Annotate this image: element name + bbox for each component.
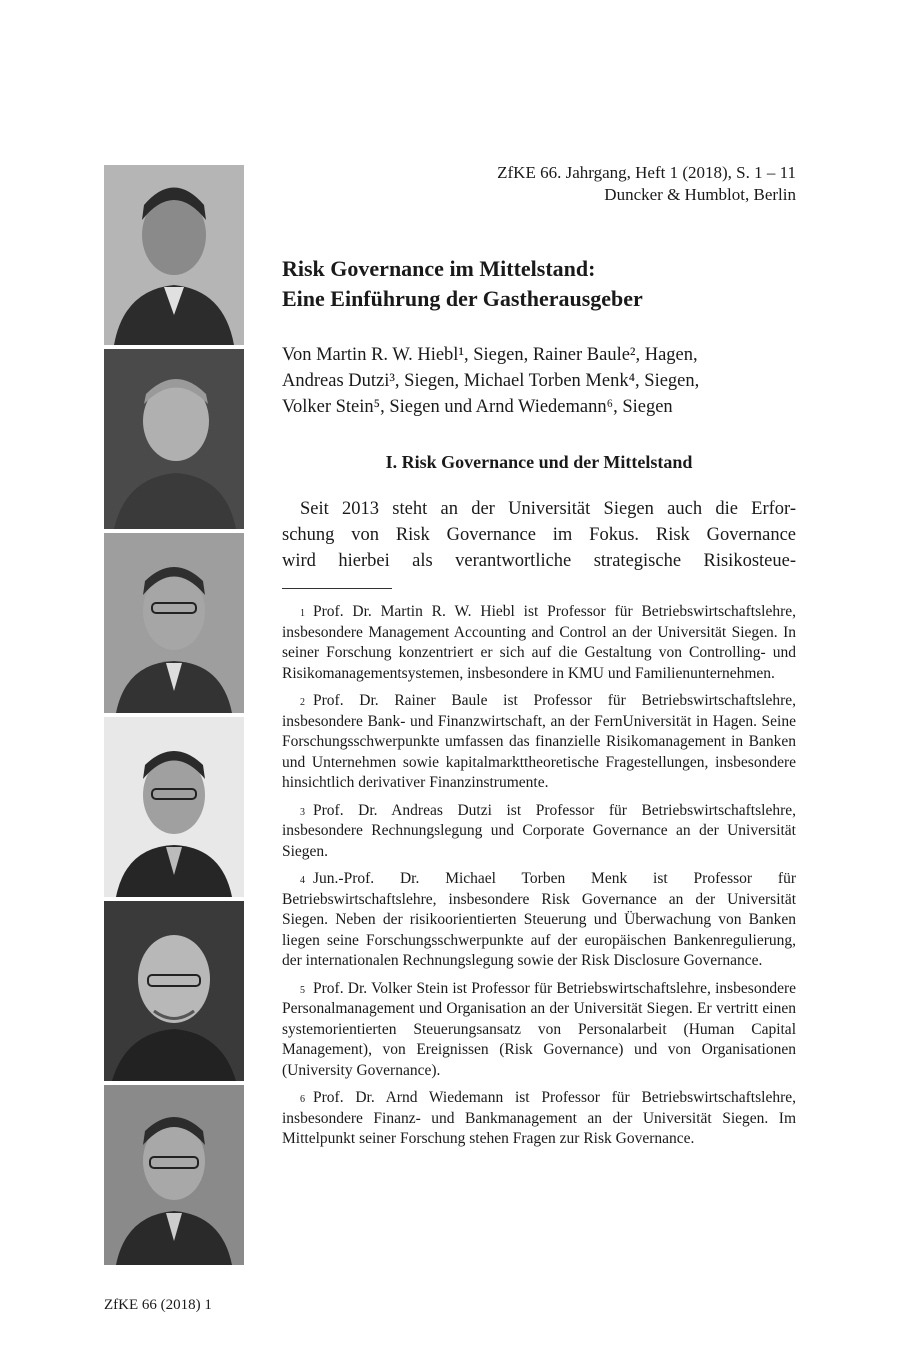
title-line-2: Eine Einführung der Gastherausgeber	[282, 286, 643, 311]
title-line-1: Risk Governance im Mittelstand:	[282, 256, 596, 281]
authors-line-2: Andreas Dutzi³, Siegen, Michael Torben Menk⁴, Siegen,	[282, 371, 700, 391]
footnote-text: Prof. Dr. Arnd Wiedemann ist Professor für Betriebswirtschaftslehre, insbesondere Finanz- und Bankmanagement an der Universität Siegen. Im Mittelpunkt seiner Forschung stehen Fragen zur Risk Governance.	[282, 1089, 796, 1147]
footnote-number: 3	[300, 806, 305, 818]
author-list	[282, 342, 802, 420]
footnote-text: Prof. Dr. Andreas Dutzi ist Professor für Betriebswirtschaftslehre, insbesondere Rechnungslegung und Corporate Governance an der Universität Siegen.	[282, 801, 796, 860]
journal-header	[497, 162, 796, 206]
author-photos	[104, 165, 244, 1269]
footnote-text: Prof. Dr. Martin R. W. Hiebl ist Professor für Betriebswirtschaftslehre, insbesondere Management Accounting and Control an der Universität Siegen. In seiner Forschung konzentriert er sich auf die Gestaltung von Controlling- und Risikomanagementsystemen, insbesondere in KMU und Familienunternehmen.	[282, 603, 796, 682]
authors-line-3: Volker Stein⁵, Siegen und Arnd Wiedemann⁶, Siegen	[282, 397, 673, 417]
body-text	[282, 496, 796, 574]
author-photo-stein	[104, 901, 244, 1081]
body-line-3: wird hierbei als verantwortliche strategische Risikosteue-	[282, 551, 796, 571]
footnote-number: 5	[300, 984, 305, 996]
author-photo-menk	[104, 717, 244, 897]
section-heading: I. Risk Governance und der Mittelstand	[385, 452, 693, 472]
footnote-text: Prof. Dr. Volker Stein ist Professor für Betriebswirtschaftslehre, insbesondere Personalmanagement und Organisation an der Universität Siegen. Er vertritt einen systemorientierten Steuerungsansatz von Personalarbeit (Human Capital Management), von Ereignissen (Risk Governance) und von Organisationen (University Governance).	[282, 979, 796, 1079]
footnote-number: 2	[300, 697, 305, 708]
footnote	[282, 691, 796, 794]
author-photo-wiedemann	[104, 1085, 244, 1265]
body-line-2: schung von Risk Governance im Fokus. Risk Governance	[282, 525, 796, 545]
footnote-text: Jun.-Prof. Dr. Michael Torben Menk ist Professor für Betriebswirtschaftslehre, insbesondere Risk Governance an der Universität Siegen. Neben der risikoorientierten Steuerung und Überwachung von Banken liegen seine Forschungsschwerpunkte auf der europäischen Bankenregulierung, der internationalen Rechnungslegung sowie der Risk Disclosure Governance.	[282, 870, 796, 969]
footnote	[282, 602, 796, 684]
page-footer: ZfKE 66 (2018) 1	[104, 1297, 212, 1313]
authors-line-1: Von Martin R. W. Hiebl¹, Siegen, Rainer Baule², Hagen,	[282, 345, 698, 365]
footnote	[282, 1088, 796, 1150]
author-photo-hiebl	[104, 165, 244, 345]
article-title	[282, 254, 802, 314]
footnote-text: Prof. Dr. Rainer Baule ist Professor für Betriebswirtschaftslehre, insbesondere Bank- und Finanzwirtschaft, an der FernUniversität in Hagen. Seine Forschungsschwerpunkte umfassen das finanzielle Risikomanagement in Banken und Unternehmen sowie kapitalmarkttheoretische Fragestellungen, insbesondere hinsichtlich derivativer Finanzinstrumente.	[282, 692, 796, 791]
journal-line: ZfKE 66. Jahrgang, Heft 1 (2018), S. 1 – 11	[497, 163, 796, 182]
footnote-number: 4	[300, 875, 305, 886]
footnote	[282, 801, 796, 863]
body-line-1: Seit 2013 steht an der Universität Siegen auch die Erfor-	[300, 499, 796, 519]
footnotes	[282, 602, 796, 1157]
footnote	[282, 979, 796, 1082]
footnote	[282, 869, 796, 972]
author-photo-baule	[104, 349, 244, 529]
footnote-number: 6	[300, 1094, 305, 1105]
publisher-line: Duncker & Humblot, Berlin	[604, 185, 796, 204]
footnote-number: 1	[300, 608, 305, 619]
author-photo-dutzi	[104, 533, 244, 713]
footnote-divider	[282, 588, 392, 589]
